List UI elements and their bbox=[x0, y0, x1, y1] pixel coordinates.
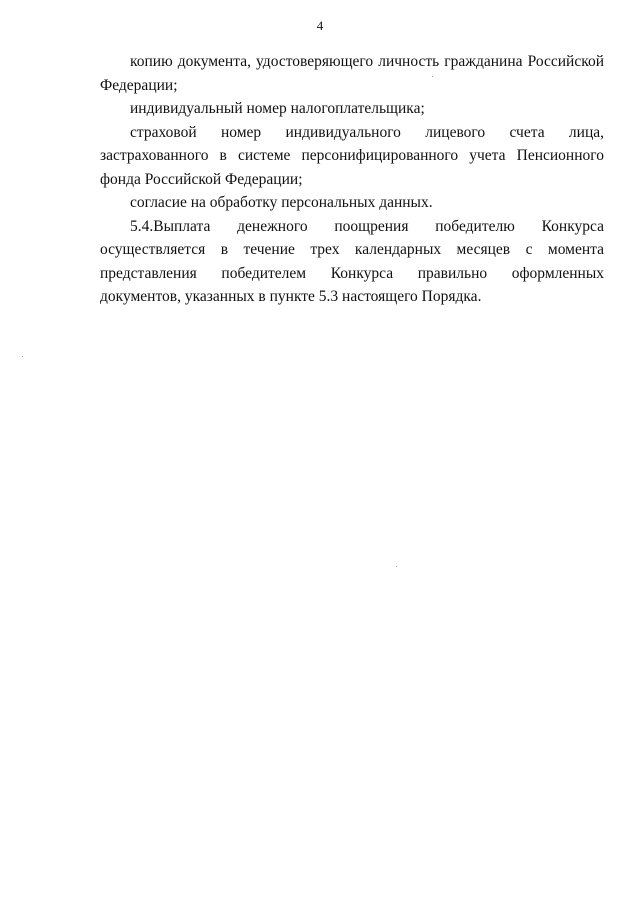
paragraph-tax-id: индивидуальный номер налогоплательщика; bbox=[130, 100, 425, 117]
scan-speck bbox=[22, 356, 23, 357]
paragraph-insurance-number: страховой номер индивидуального лицевого счета лица, застрахованного в системе персонифицированного учета Пенсионного фонда Российской Федерации; bbox=[100, 123, 604, 188]
scan-speck bbox=[432, 76, 433, 77]
scan-speck bbox=[396, 566, 397, 567]
paragraph-payment-clause: 5.4.Выплата денежного поощрения победителю Конкурса осуществляется в течение трех календарных месяцев с момента представления победителем Конкурса правильно оформленных документов, указанных в пункте 5.3 настоящего Порядка. bbox=[100, 217, 604, 305]
page-number: 4 bbox=[316, 18, 324, 33]
paragraph-passport-copy: копию документа, удостоверяющего личность гражданина Российской Федерации; bbox=[100, 53, 604, 94]
paragraph-data-consent: согласие на обработку персональных данных. bbox=[130, 194, 433, 211]
document-body bbox=[100, 50, 604, 309]
